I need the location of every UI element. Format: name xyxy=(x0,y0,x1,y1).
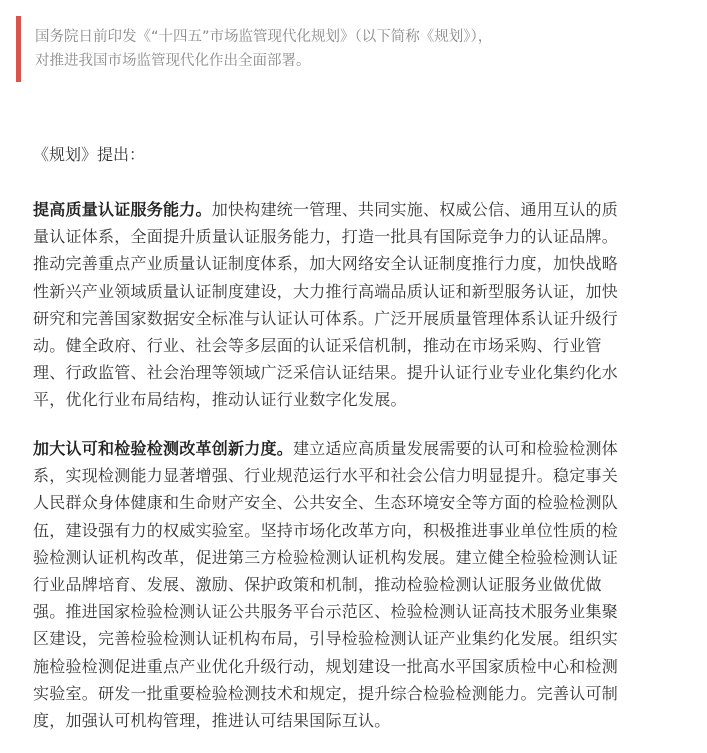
paragraph-line: 伍，建设强有力的权威实验室。坚持市场化改革方向，积极推进事业单位性质的检 xyxy=(33,520,619,540)
paragraph-line: 区建设，完善检验检测认证机构布局，引导检验检测认证产业集约化发展。组织实 xyxy=(33,629,619,649)
paragraph-line: 系，实现检测能力显著增强、行业规范运行水平和社会公信力明显提升。稳定事关 xyxy=(33,466,619,486)
intro-quote-line-1: 国务院日前印发《“十四五”市场监管现代化规划》（以下简称《规划》）， xyxy=(35,29,493,45)
paragraph-line: 度，加强认可机构管理，推进认可结果国际互认。 xyxy=(33,711,391,731)
paragraph-line xyxy=(33,196,683,223)
lead-text: 《规划》提出： xyxy=(33,145,146,164)
paragraph-heading: 提高质量认证服务能力。 xyxy=(33,200,212,219)
paragraph-line: 行业品牌培育、发展、激励、保护政策和机制，推动检验检测认证服务业做优做 xyxy=(33,575,602,595)
paragraph-line: 研究和完善国家数据安全标准与认证认可体系。广泛开展质量管理体系认证升级行 xyxy=(33,308,619,328)
paragraph-line: 理、行政监管、社会治理等领域广泛采信认证结果。提升认证行业专业化集约化水 xyxy=(33,363,619,383)
paragraph-line: 性新兴产业领域质量认证制度建设，大力推行高端品质认证和新型服务认证，加快 xyxy=(33,281,619,301)
intro-quote-line-2: 对推进我国市场监管现代化作出全面部署。 xyxy=(35,53,311,69)
paragraph-line: 推动完善重点产业质量认证制度体系，加大网络安全认证制度推行力度，加快战略 xyxy=(33,254,619,274)
paragraph-text: 建立适应高质量发展需要的认可和检验检测体 xyxy=(293,439,619,458)
paragraph-text: 加快构建统一管理、共同实施、权威公信、通用互认的质 xyxy=(211,200,619,219)
paragraph-line: 验检测认证机构改革，促进第三方检验检测认证机构发展。建立健全检验检测认证 xyxy=(33,547,619,567)
paragraph-line: 实验室。研发一批重要检验检测技术和规定，提升综合检验检测能力。完善认可制 xyxy=(33,683,619,703)
paragraph-quality-certification xyxy=(33,196,683,414)
paragraph-line: 人民群众身体健康和生命财产安全、公共安全、生态环境安全等方面的检验检测队 xyxy=(33,493,619,513)
paragraph-line: 强。推进国家检验检测认证公共服务平台示范区、检验检测认证高技术服务业集聚 xyxy=(33,602,619,622)
paragraph-line: 量认证体系，全面提升质量认证服务能力，打造一批具有国际竞争力的认证品牌。 xyxy=(33,227,619,247)
paragraph-line: 动。健全政府、行业、社会等多层面的认证采信机制，推动在市场采购、行业管 xyxy=(33,336,602,356)
paragraph-line: 平，优化行业布局结构，推动认证行业数字化发展。 xyxy=(33,390,407,410)
paragraph-heading: 加大认可和检验检测改革创新力度。 xyxy=(33,439,294,458)
paragraph-line xyxy=(33,435,683,462)
intro-blockquote xyxy=(16,16,688,82)
paragraph-inspection-testing xyxy=(33,435,683,734)
paragraph-line: 施检验检测促进重点产业优化升级行动，规划建设一批高水平国家质检中心和检测 xyxy=(33,656,619,676)
